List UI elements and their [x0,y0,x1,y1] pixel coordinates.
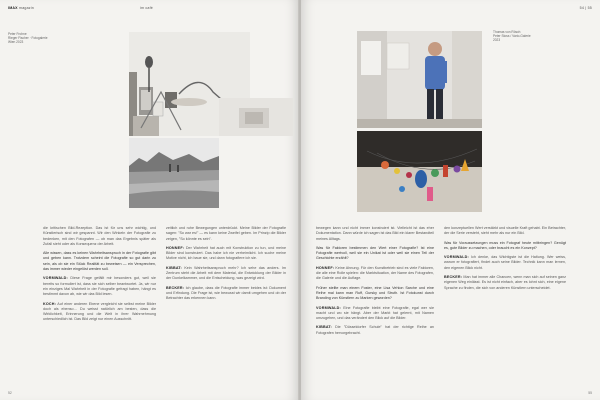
credit-line: Rieger Fischer · Fotogalerie [8,36,48,41]
paragraph-text: den konzeptuellen Wert verstärkt und visuelle Kraft gehabt. Ein Betrachter, der die Serie versteht, sieht mehr als nur ein Bild. [444,226,566,236]
credit-line: Peter Stoss / Vario-Galerie [493,34,531,39]
paragraph-text: Man hat immer alle Chancen, wenn man sich auf seinen ganz eigenen Weg einlässt. Es ist nicht einfach, aber es lohnt sich, eine eigene Sprache zu finden, die sich von anderen Künstlern unterscheidet. [444,275,566,290]
right-column-1 [316,226,434,340]
paragraph-text: Was für Voraussetzungen muss ein Fotograf heute mitbringen? Genügt es, gute Bilder zu machen, oder braucht es ein Konzept? [444,240,566,250]
paragraph [316,306,434,322]
right-header-page-numbers: 54 | 55 [579,6,592,10]
paragraph [444,275,566,291]
paragraph-text: Ich denke, das Wichtigste ist die Haltung. Wer weiss, warum er fotografiert, findet auch seine Bilder. Technik kann man lernen, den eigenen Blick nicht. [444,255,566,270]
paragraph [166,226,286,242]
paragraph-text: Ich glaube, dass die Fotografie immer beides ist: Dokument und Erfindung. Die Frage ist, wie bewusst wir damit umgehen und ob der Betrachter das erkennen kann. [166,285,287,301]
paragraph-text: Der Wahrheit hat auch mit Konstruktion zu tun, und meine Bilder sind konstruiert. Das habe ich nie verheimlicht. Ich suche meine Motive nicht, ich baue sie, und dann fotografiere ich sie. [166,245,286,261]
speaker-name: KIBBAT: [166,265,182,270]
paragraph-question [316,246,434,262]
left-column-2 [166,226,286,306]
paragraph [166,266,286,282]
left-header-title: im café [140,6,153,10]
paragraph-question [43,251,156,272]
credit-line: Wien 2023 [8,40,24,45]
paragraph-text: bewegen kann und nicht immer konstruiert ist. Vielleicht ist das eher Dokumentation. Dann würde ich sagen ist das Bild ein klarer Bestandteil meines Alltags. [316,226,434,241]
section-name: magazin [19,6,34,10]
paragraph [166,246,286,262]
paragraph-text: Die "Düsseldorfer Schule" hat der richtige Reihe an Fotografen hervorgebracht. [316,325,434,335]
left-column-1 [43,226,156,327]
brand-name: IMAX [8,6,18,10]
man-standing-image [357,31,482,128]
right-page [301,0,600,400]
paragraph-text: Alle wissen, dass es keinen Wahrheitsanspruch in der Fotografie gibt und geben kann. Trotzdem scheint die Fotografie so gut darin zu sein, als ob sie ein Stück Realität zu beweisen — ein Versprechen, das immer wieder eingelöst werden soll. [43,251,156,272]
speaker-name: VORMWALD: [316,305,341,310]
paragraph-text: Eine Fotografie bleibt eine Fotografie, egal wer sie macht und wo sie hängt. Aber der Markt hat gelernt, mit Namen umzugehen, und das verändert den Blick auf die Bilder. [316,305,435,321]
right-page-number: 55 [588,391,592,395]
left-photo-credit [8,32,48,45]
speaker-name: KOCH: [43,301,57,306]
credit-line: Peter Frohne [8,32,27,36]
paragraph-question [444,241,566,252]
left-page-number: 52 [8,391,12,395]
paragraph-text: Was für Faktoren bestimmen den Wert einer Fotografie? Ist eine Fotografie wertvoll, weil sie ein Unikat ist oder weil sie einen Teil der Geschichte erzählt? [316,245,434,261]
photo-landscape [129,138,219,208]
left-page [0,0,299,400]
speaker-name: VORMWALD: [444,255,469,260]
paragraph [444,226,566,237]
photo-hanging-installation [357,131,482,212]
credit-line: 2023 [493,38,501,43]
speaker-name: BECKER: [444,275,463,280]
speaker-name: HONNEF: [316,265,335,270]
paragraph [316,266,434,282]
paragraph-text: Kein Wahrheitsanspruch mehr? Ich sehe das anders. Im Zentrum steht die Arbeit mit dem Material, die Entwicklung der Bilder in der Dunkelkammer, und die Entscheidung, was gezeigt wird. [166,265,286,281]
paragraph [316,325,434,336]
paragraph [43,302,156,323]
interior-small-image [219,98,293,136]
paragraph-question [316,286,434,302]
paragraph [43,276,156,297]
right-photo-credit [493,30,531,43]
left-header [8,6,34,10]
right-column-2 [444,226,566,295]
hanging-installation-image [357,131,482,212]
paragraph-text: zeitlich und ruhe Bewegungen unterdrückt. Meine Bilder der Fotografie sagen: "So war es!" — es kann keine Zweifel geben. Im Prinzip die Bilder zeigen, "So könnte es sein". [166,226,286,241]
paragraph-text: Früher stellte man einem Foster, eine Lisa Vehlon Sarche und eine Reihe mal kann man Ruff, Gursky und Struth. Ist Fotokunst durch Branding von Künstlern zu Marken geworden? [316,285,434,301]
photo-interior-small [219,98,293,136]
speaker-name: VORMWALD: [43,276,68,281]
landscape-image [129,138,219,208]
paragraph-text: Keine Ahnung. Für den Kunstbetrieb sind es viele Faktoren, die alle eine Rolle spielen: die Marktsituation, der Name des Fotografen, die Galerie und die Auflage. [316,265,434,281]
paragraph-text: Diese Frage gefällt mir besonders gut, weil sie bereits so formuliert ist, dass sie sich selber beantwortet. Ja, wir nur ein einziges Mal Wahrheit in der Fotografie gefragt haben, hängt es bestimmt davon ab, wie wir das Bild lesen. [43,276,156,297]
credit-line: Thomas von Rösch [493,30,521,34]
speaker-name: KIBBAT: [316,325,332,330]
paragraph [444,255,566,271]
paragraph [166,286,286,302]
photo-man-standing [357,31,482,128]
paragraph [316,226,434,242]
speaker-name: HONNEF: [166,245,185,250]
paragraph [43,226,156,247]
paragraph-text: die kritischen Bild-Rezeption. Das ist für uns sehr wichtig, und Künstlerisch sind wir gespannt. Wir den Winkeln der Fotografie zu bedenken, mit den Fotografen — ob man das Ergebnis später als Zufall sieht oder als Konsequenz der Arbeit. [43,226,156,246]
speaker-name: BECKER: [166,285,185,290]
paragraph-text: Auf einer anderen Ebene vergleicht sie selbst meine Bilder doch als ebenso… Du weisst natürlich am besten, dass die Wirklichkeit, Erinnerung und die Welt in ihrer Wahrnehmung unterschiedlich ist. Das Bild zeigt nur einen Ausschnitt. [43,301,156,322]
